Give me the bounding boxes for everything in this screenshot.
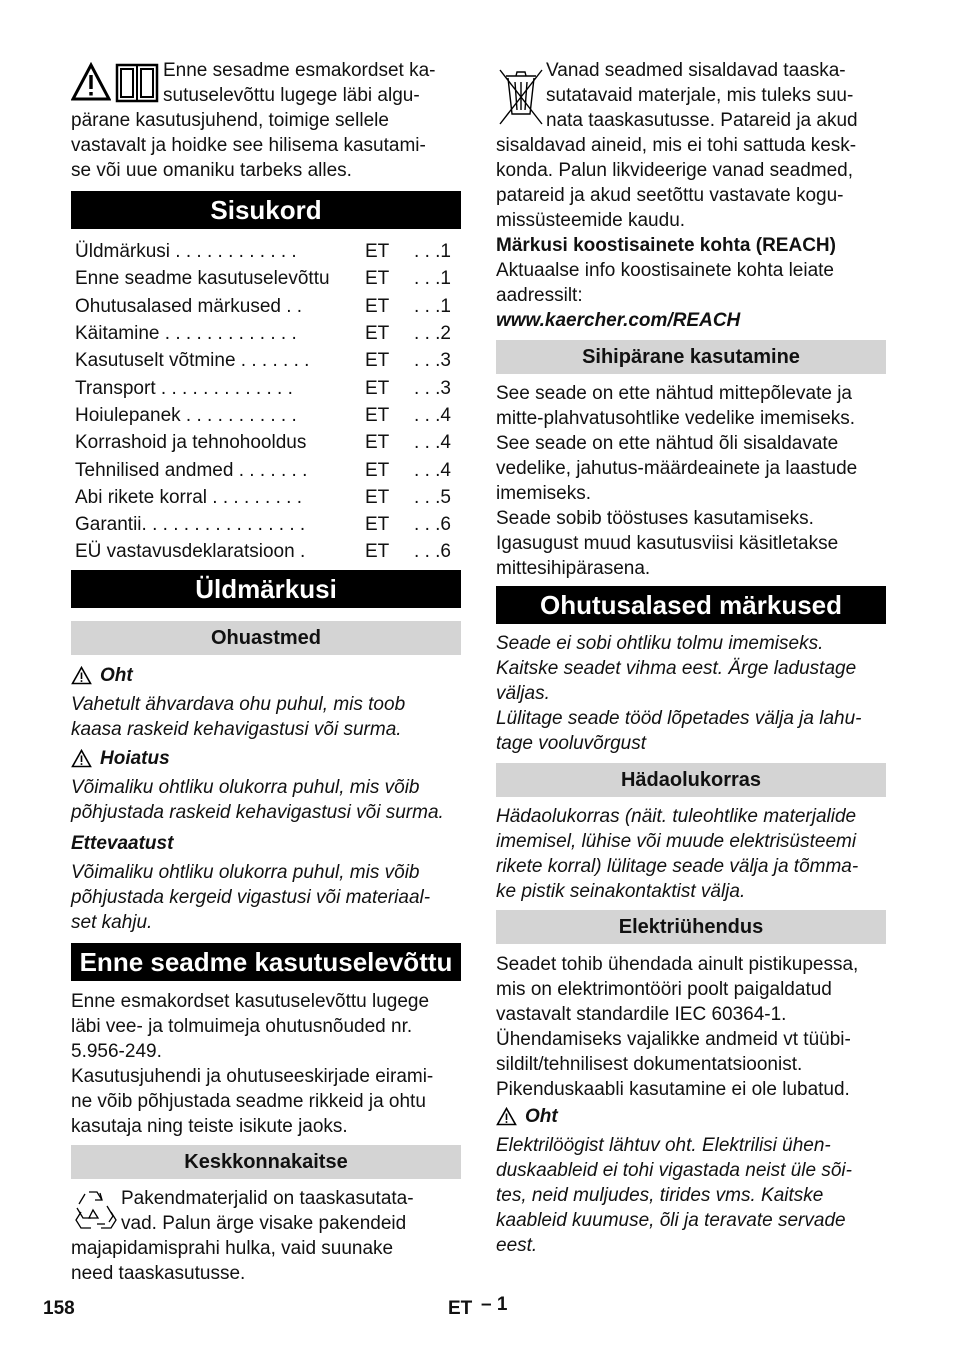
env-text-2: vad. Palun ärge visake pakendeid: [121, 1212, 407, 1234]
toc-page: . . .1: [414, 241, 451, 263]
intended-text-2: mitte-plahvatusohtlike vedelike imemiseks.: [496, 408, 856, 429]
toc-lang: ET: [365, 432, 390, 454]
toc-title: Üldmärkusi . . . . . . . . . . . .: [75, 241, 297, 263]
toc-title: EÜ vastavusdeklaratsioon .: [75, 541, 306, 563]
weee-text-4: sisaldavad aineid, mis ei tohi sattuda kesk-: [496, 135, 857, 156]
weee-text-6: patareid ja akud seetõttu vastavate kogu-: [496, 185, 844, 206]
toc-page: . . .6: [414, 514, 451, 536]
warning-triangle-icon: [71, 749, 92, 768]
toc-row[interactable]: [71, 293, 461, 320]
toc-row[interactable]: [71, 374, 461, 401]
ettevaatust-text-1: Võimaliku ohtliku olukorra puhul, mis võib: [71, 861, 420, 883]
emergency-text-2: imemisel, lühise või muude elektrisüsteemi: [496, 831, 857, 852]
ohuastmed-heading: Ohuastmed: [71, 621, 461, 655]
toc-page: . . .4: [414, 404, 451, 426]
toc-page: . . .4: [414, 432, 451, 454]
toc-lang: ET: [365, 541, 390, 563]
toc-title: Enne seadme kasutuselevõttu: [75, 268, 330, 290]
toc-title: Abi rikete korral . . . . . . . . .: [75, 486, 303, 508]
toc-page: . . .3: [414, 350, 451, 372]
page-number: 158: [43, 1298, 75, 1319]
hoiatus-text-1: Võimaliku ohtliku olukorra puhul, mis võib: [71, 776, 420, 798]
toc-row[interactable]: [71, 484, 461, 511]
emergency-text-3: rikete korral) lülitage seade välja ja tõmma-: [496, 856, 859, 877]
intro-line-5: se või uue omaniku tarbeks alles.: [71, 160, 352, 181]
footer-sub-page: – 1: [481, 1294, 508, 1315]
weee-text-5: konda. Palun likvideerige vanad seadmed,: [496, 160, 854, 181]
toc-title: Korrashoid ja tehnohooldus: [75, 432, 307, 454]
toc-lang: ET: [365, 295, 390, 317]
env-text-1: Pakendmaterjalid on taaskasutata-: [121, 1187, 414, 1209]
toc-lang: ET: [365, 323, 390, 345]
safety-heading: Ohutusalased märkused: [496, 586, 886, 624]
ettevaatust-label: Ettevaatust: [71, 832, 174, 854]
electric-text-5: sildilt/tehnilisest dokumentatsioonist.: [496, 1054, 803, 1075]
toc-title: Hoiulepanek . . . . . . . . . . .: [75, 404, 297, 426]
right-column: [496, 58, 886, 1258]
toc-title: Garantii. . . . . . . . . . . . . . . .: [75, 514, 306, 536]
before-text-2: läbi vee- ja tolmuimeja ohutusnõuded nr.: [71, 1015, 413, 1037]
before-text-1: Enne esmakordset kasutuselevõttu lugege: [71, 990, 430, 1012]
toc-page: . . .3: [414, 377, 451, 399]
left-column: [71, 58, 461, 1286]
reach-text-2: aadressilt:: [496, 285, 583, 306]
weee-text-7: missüsteemide kaudu.: [496, 210, 686, 231]
env-heading: Keskkonnakaitse: [71, 1145, 461, 1179]
electric-text-3: vastavalt standardile IEC 60364-1.: [496, 1004, 787, 1025]
toc-page: . . .1: [414, 295, 451, 317]
toc-title: Käitamine . . . . . . . . . . . . .: [75, 323, 297, 345]
toc-page: . . .1: [414, 268, 451, 290]
before-text-6: kasutaja ning teiste isikute jaoks.: [71, 1115, 348, 1137]
intended-text-1: See seade on ette nähtud mittepõlevate ja: [496, 383, 852, 404]
before-text-5: ne võib põhjustada seadme rikkeid ja ohtu: [71, 1090, 426, 1112]
toc-row[interactable]: [71, 402, 461, 429]
toc-title: Ohutusalased märkused . .: [75, 295, 303, 317]
toc-lang: ET: [365, 514, 390, 536]
footer-lang: ET: [448, 1298, 473, 1319]
oht-text-2: kaasa raskeid kehavigastusi või surma.: [71, 718, 402, 740]
toc-lang: ET: [365, 404, 390, 426]
env-text-3: majapidamisprahi hulka, vaid suunake: [71, 1237, 394, 1259]
safety-text-4: Lülitage seade tööd lõpetades välja ja lahu-: [496, 708, 862, 729]
warning-triangle-icon: [496, 1107, 517, 1126]
electric-oht-text-3: tes, neid muljudes, tirides vms. Kaitske: [496, 1185, 824, 1206]
oht-text-1: Vahetult ähvardava ohu puhul, mis toob: [71, 693, 406, 715]
intended-text-4: vedelike, jahutus-määrdeainete ja laastude: [496, 458, 858, 479]
hoiatus-text-2: põhjustada raskeid kehavigastusi või surma.: [71, 801, 444, 823]
env-block: [71, 1186, 461, 1286]
toc-row[interactable]: [71, 429, 461, 456]
toc-lang: ET: [365, 377, 390, 399]
intended-text-7: Igasugust muud kasutusviisi käsitletakse: [496, 533, 839, 554]
intro-line-2: sutuselevõttu lugege läbi algu-: [163, 85, 420, 106]
electric-oht-text-5: eest.: [496, 1235, 538, 1256]
emergency-heading: Hädaolukorras: [496, 763, 886, 797]
intended-heading: Sihipärane kasutamine: [496, 340, 886, 374]
before-text-4: Kasutusjuhendi ja ohutuseeskirjade eirami-: [71, 1065, 434, 1087]
manual-book-icon: [115, 62, 159, 104]
electric-oht-text-4: kaableid kuumuse, õli ja teravate servade: [496, 1210, 846, 1231]
toc-page: . . .2: [414, 323, 451, 345]
toc-page: . . .5: [414, 486, 451, 508]
electric-oht-text-2: duskaableid ei tohi vigastada neist üle sõi-: [496, 1160, 852, 1181]
toc-row[interactable]: [71, 538, 461, 565]
electric-oht-text-1: Elektrilöögist lähtuv oht. Elektrilisi ühen-: [496, 1135, 831, 1156]
intro-block: [71, 58, 461, 183]
intro-line-4: vastavalt ja hoidke see hilisema kasutami-: [71, 135, 426, 156]
electric-text-1: Seadet tohib ühendada ainult pistikupessa,: [496, 954, 859, 975]
toc-row[interactable]: [71, 320, 461, 347]
toc-row[interactable]: [71, 456, 461, 483]
toc-row[interactable]: [71, 511, 461, 538]
toc-row[interactable]: [71, 347, 461, 374]
intro-line-3: pärane kasutusjuhend, toimige sellele: [71, 110, 389, 131]
reach-title: Märkusi koostisainete kohta (REACH): [496, 235, 836, 256]
safety-text-5: tage vooluvõrgust: [496, 733, 646, 754]
toc-table: [71, 238, 461, 566]
electric-text-4: Ühendamiseks vajalikke andmeid vt tüübi-: [496, 1029, 851, 1050]
intro-icons: [71, 62, 163, 108]
intro-line-1: Enne sesadme esmakordset ka-: [163, 60, 436, 81]
toc-page: . . .4: [414, 459, 451, 481]
toc-lang: ET: [365, 241, 390, 263]
oht-label: Oht: [100, 664, 133, 686]
electric-oht-label: Oht: [525, 1106, 558, 1127]
crossed-bin-icon: [496, 62, 546, 132]
warning-triangle-icon: [71, 666, 92, 685]
hoiatus-label: Hoiatus: [100, 747, 170, 769]
env-text-4: need taaskasutusse.: [71, 1262, 246, 1284]
reach-text-1: Aktuaalse info koostisainete kohta leiate: [496, 260, 834, 281]
safety-text-1: Seade ei sobi ohtliku tolmu imemiseks.: [496, 633, 824, 654]
intended-text-5: imemiseks.: [496, 483, 592, 504]
toc-lang: ET: [365, 350, 390, 372]
before-heading: Enne seadme kasutuselevõttu: [71, 943, 461, 981]
ettevaatust-text-3: set kahju.: [71, 911, 153, 933]
safety-text-2: Kaitske seadet vihma eest. Ärge ladustage: [496, 658, 857, 679]
toc-title: Tehnilised andmed . . . . . . .: [75, 459, 308, 481]
emergency-text-4: ke pistik seinakontaktist välja.: [496, 881, 746, 902]
emergency-text-1: Hädaolukorras (näit. tuleohtlike materjalide: [496, 806, 857, 827]
reach-url-link[interactable]: www.kaercher.com/REACH: [496, 310, 741, 331]
oht-label-line: [71, 663, 461, 688]
electric-text-2: mis on elektrimontööri poolt paigaldatud: [496, 979, 832, 1000]
toc-title: Kasutuselt võtmine . . . . . . .: [75, 350, 310, 372]
toc-lang: ET: [365, 486, 390, 508]
electric-heading: Elektriühendus: [496, 910, 886, 944]
weee-text-3: nata taaskasutusse. Patareid ja akud: [546, 110, 858, 131]
electric-text-6: Pikenduskaabli kasutamine ei ole lubatud.: [496, 1079, 850, 1100]
toc-heading: Sisukord: [71, 191, 461, 229]
toc-lang: ET: [365, 459, 390, 481]
toc-row[interactable]: [71, 238, 461, 265]
safety-text-3: väljas.: [496, 683, 550, 704]
weee-block: [496, 58, 886, 233]
electric-oht-label-line: [496, 1104, 886, 1129]
general-heading: Üldmärkusi: [71, 570, 461, 608]
toc-page: . . .6: [414, 541, 451, 563]
intended-text-3: See seade on ette nähtud õli sisaldavate: [496, 433, 839, 454]
toc-lang: ET: [365, 268, 390, 290]
recycle-icon: [71, 1188, 121, 1234]
intended-text-6: Seade sobib tööstuses kasutamiseks.: [496, 508, 814, 529]
weee-text-2: sutatavaid materjale, mis tuleks suu-: [546, 85, 854, 106]
before-text-3: 5.956-249.: [71, 1040, 162, 1062]
weee-text-1: Vanad seadmed sisaldavad taaska-: [546, 60, 846, 81]
intended-text-8: mittesihipärasena.: [496, 558, 651, 579]
warning-triangle-icon: [71, 62, 111, 102]
hoiatus-label-line: [71, 746, 461, 771]
toc-title: Transport . . . . . . . . . . . . .: [75, 377, 293, 399]
ettevaatust-text-2: põhjustada kergeid vigastusi või materiaal-: [71, 886, 431, 908]
toc-row[interactable]: [71, 265, 461, 292]
